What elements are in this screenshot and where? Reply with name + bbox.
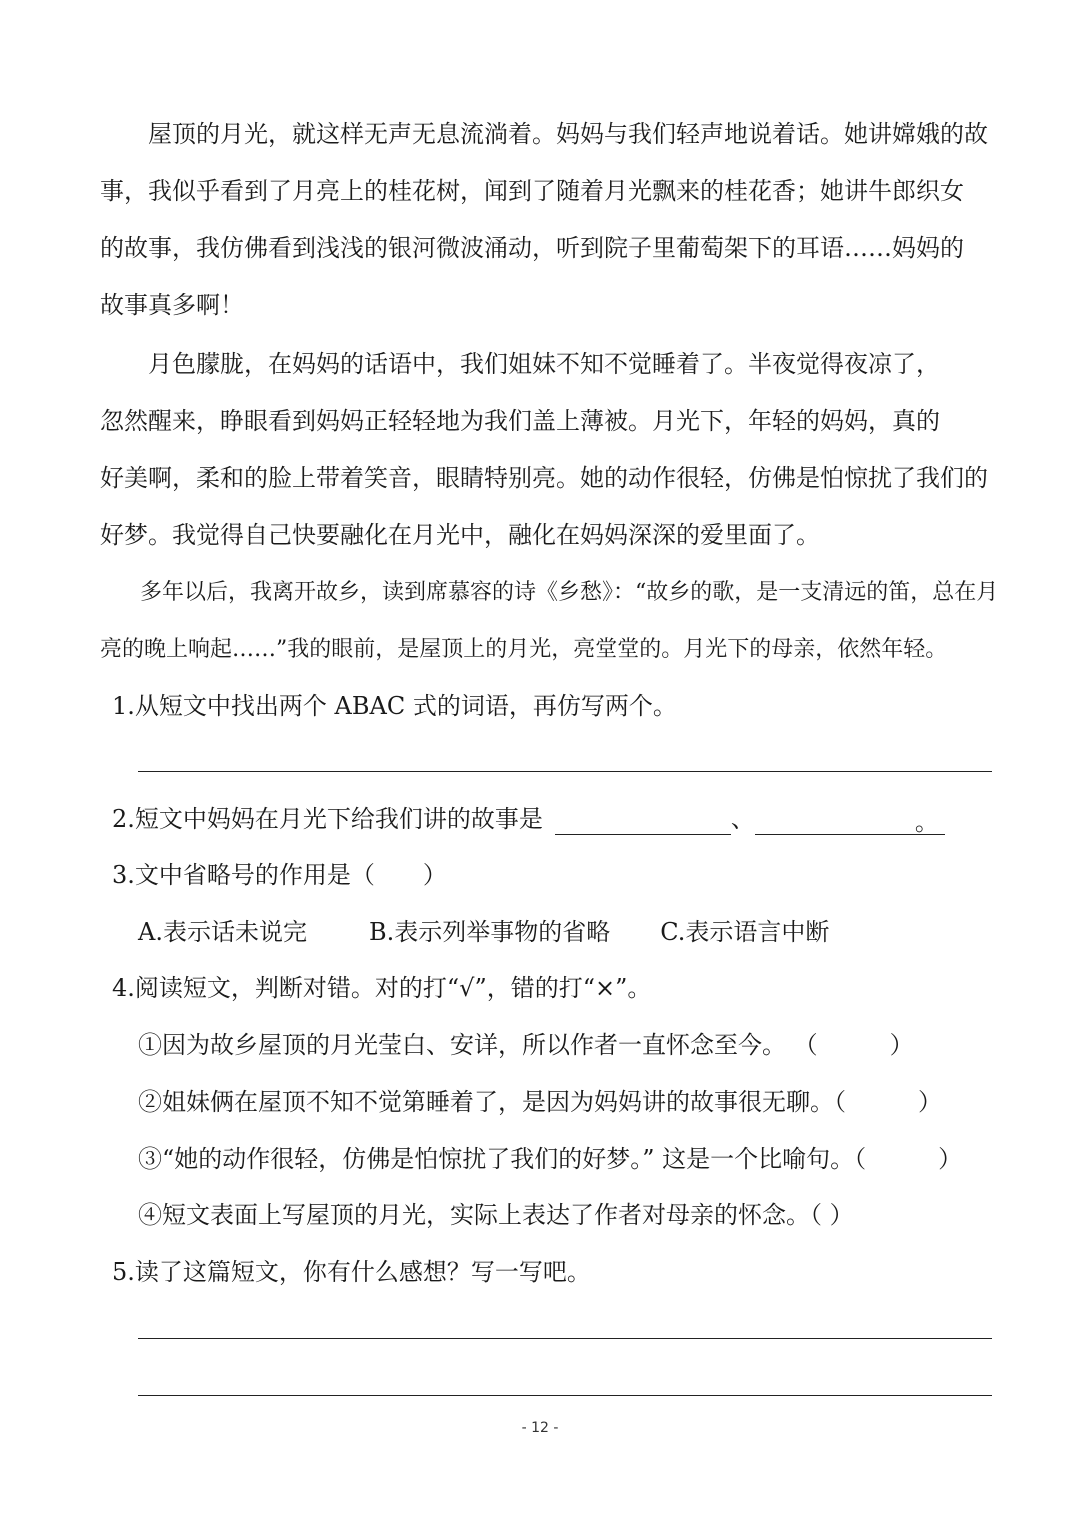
question-4-item-2[interactable]: ②姐妹俩在屋顶不知不觉第睡着了，是因为妈妈讲的故事很无聊。（ ） xyxy=(138,1088,942,1116)
question-2 xyxy=(112,803,992,835)
passage-p2-line-2: 忽然醒来，睁眼看到妈妈正轻轻地为我们盖上薄被。月光下，年轻的妈妈，真的 xyxy=(100,407,940,435)
question-2-end: 。 xyxy=(914,808,939,836)
passage-p1-line-2: 事，我似乎看到了月亮上的桂花树，闻到了随着月光飘来的桂花香；她讲牛郎织女 xyxy=(100,177,964,205)
question-3-options xyxy=(138,916,988,948)
answer-line-q5-1[interactable] xyxy=(138,1338,992,1339)
answer-blank-q2-2[interactable] xyxy=(755,808,945,835)
option-a[interactable]: A.表示话未说完 xyxy=(138,918,307,946)
answer-line-q5-2[interactable] xyxy=(138,1395,992,1396)
passage-p1-line-4: 故事真多啊！ xyxy=(100,291,244,319)
question-4: 4.阅读短文，判断对错。对的打“√”，错的打“×”。 xyxy=(112,974,652,1002)
question-1: 1.从短文中找出两个 ABAC 式的词语，再仿写两个。 xyxy=(112,692,677,720)
question-3: 3.文中省略号的作用是（ ） xyxy=(112,861,447,889)
answer-blank-q2-1[interactable] xyxy=(555,808,731,835)
option-b[interactable]: B.表示列举事物的省略 xyxy=(368,918,611,946)
question-4-item-3[interactable]: ③“她的动作很轻，仿佛是怕惊扰了我们的好梦。” 这是一个比喻句。（ ） xyxy=(138,1145,963,1173)
question-2-separator: 、 xyxy=(730,805,755,833)
passage-p3-line-1: 多年以后，我离开故乡，读到席慕容的诗《乡愁》：“故乡的歌，是一支清远的笛，总在月 xyxy=(140,580,999,605)
option-c[interactable]: C.表示语言中断 xyxy=(660,918,830,946)
passage-p3-line-2: 亮的晚上响起……”我的眼前，是屋顶上的月光，亮堂堂的。月光下的母亲，依然年轻。 xyxy=(100,637,948,662)
passage-p2-line-4: 好梦。我觉得自己快要融化在月光中，融化在妈妈深深的爱里面了。 xyxy=(100,521,820,549)
passage-p2-line-3: 好美啊，柔和的脸上带着笑音，眼睛特别亮。她的动作很轻，仿佛是怕惊扰了我们的 xyxy=(100,464,988,492)
question-4-item-1[interactable]: ①因为故乡屋顶的月光莹白、安详，所以作者一直怀念至今。 （ ） xyxy=(138,1031,914,1059)
passage-p2-line-1: 月色朦胧，在妈妈的话语中，我们姐妹不知不觉睡着了。半夜觉得夜凉了， xyxy=(148,350,940,378)
question-5: 5.读了这篇短文，你有什么感想？写一写吧。 xyxy=(112,1258,591,1286)
question-4-item-4[interactable]: ④短文表面上写屋顶的月光，实际上表达了作者对母亲的怀念。（ ） xyxy=(138,1201,854,1229)
page-number: - 12 - xyxy=(521,1420,559,1436)
question-2-text: 2.短文中妈妈在月光下给我们讲的故事是 xyxy=(112,805,543,833)
passage-p1-line-3: 的故事，我仿佛看到浅浅的银河微波涌动，听到院子里葡萄架下的耳语……妈妈的 xyxy=(100,234,964,262)
answer-line-q1[interactable] xyxy=(138,771,992,772)
passage-p1-line-1: 屋顶的月光，就这样无声无息流淌着。妈妈与我们轻声地说着话。她讲嫦娥的故 xyxy=(148,120,988,148)
